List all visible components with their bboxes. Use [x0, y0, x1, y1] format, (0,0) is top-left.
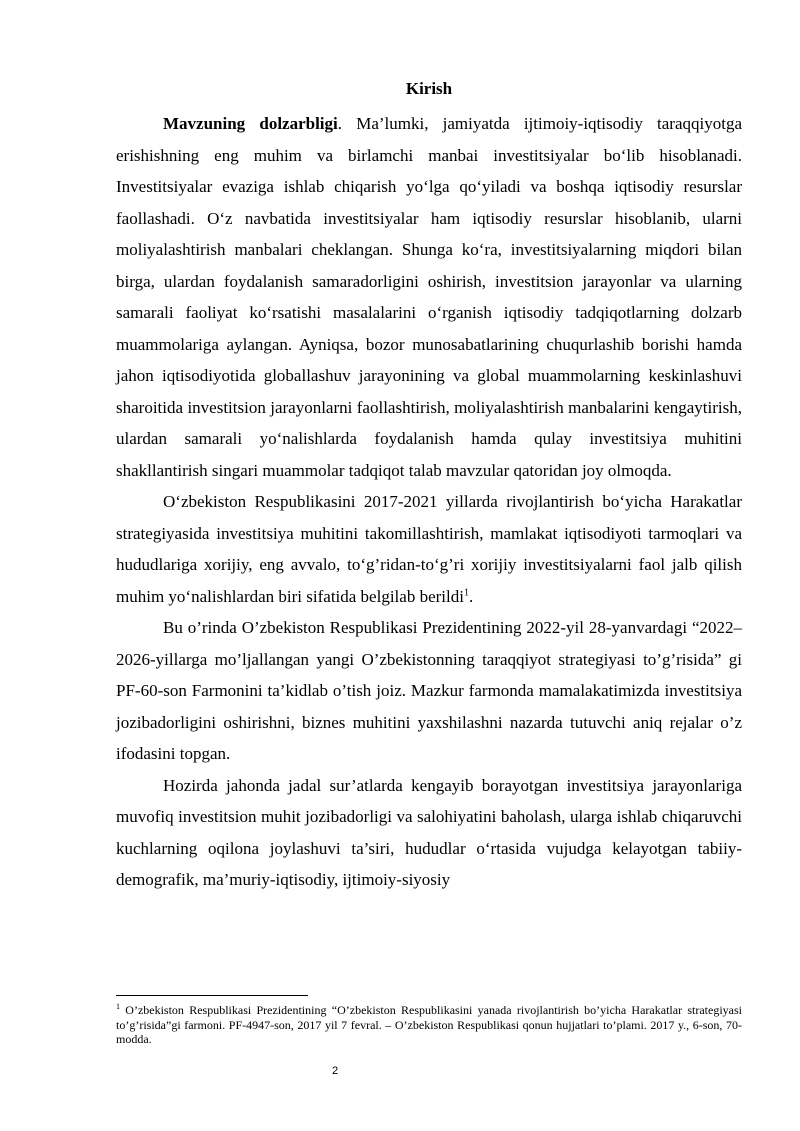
footnote-separator [116, 995, 308, 996]
paragraph-text-end: . [468, 586, 474, 606]
footnote [116, 1003, 742, 1047]
paragraph-lead: Mavzuning dolzarbligi [163, 114, 338, 133]
paragraph-decree [116, 612, 742, 770]
page-number: 2 [331, 1065, 339, 1077]
footnote-text: O’zbekiston Respublikasi Prezidentining “O’zbekiston Respublikasini yanada rivojlantirish bo’yicha Harakatlar strategiyasi to’g’risida”gi farmoni. PF-4947-son, 2017 yil 7 fevral. – O’zbekiston Respublikasi qonun hujjatlari to’plami. 2017 y., 6-son, 70-modda. [116, 1003, 742, 1046]
section-heading: Kirish [405, 79, 453, 98]
paragraph-strategy [116, 486, 742, 612]
footnote-mark: 1 [116, 1002, 120, 1011]
paragraph-current [116, 770, 742, 896]
paragraph-text: O‘zbekiston Respublikasini 2017-2021 yillarda rivojlantirish bo‘yicha Harakatlar strategiyasida investitsiya muhitini takomillashtirish, mamlakat iqtisodiyoti tarmoqlari va hududlariga xorijiy, eng avvalo, to‘g’ridan-to‘g’ri xorijiy investitsiyalarni faol jalb qilish muhim yo‘nalishlardan biri sifatida belgilab berildi [116, 492, 742, 606]
paragraph-relevance [116, 108, 742, 486]
paragraph-text: Bu o’rinda O’zbekiston Respublikasi Prezidentining 2022-yil 28-yanvardagi “2022–2026-yillarga mo’ljallangan yangi O’zbekistonning taraqqiyot strategiyasi to’g’risida” gi PF-60-son Farmonini ta’kidlab o’tish joiz. Mazkur farmonda mamalakatimizda investitsiya jozibadorligini oshirishni, biznes muhitini yaxshilashni nazarda tutuvchi aniq rejalar o’z ifodasini topgan. [116, 618, 742, 763]
footnote-reference[interactable]: 1 [463, 586, 469, 598]
paragraph-text: Hozirda jahonda jadal sur’atlarda kengayib borayotgan investitsiya jarayonlariga muvofiq investitsion muhit jozibadorligi va salohiyatini baholash, ularga ishlab chiqaruvchi kuchlarning oqilona joylashuvi ta’siri, hududlar o‘rtasida vujudga kelayotgan tabiiy-demografik, ma’muriy-iqtisodiy, ijtimoiy-siyosiy [116, 775, 742, 889]
document-body [116, 78, 742, 896]
paragraph-text: . Ma’lumki, jamiyatda ijtimoiy-iqtisodiy taraqqiyotga erishishning eng muhim va birlamchi manbai investitsiyalar bo‘lib hisoblanadi. Investitsiyalar evaziga ishlab chiqarish yo‘lga qo‘yiladi va boshqa iqtisodiy resurslar faollashadi. O‘z navbatida investitsiyalar ham iqtisodiy resurslar hisoblanib, ularni moliyalashtirish manbalari cheklangan. Shunga ko‘ra, investitsiyalarning miqdori bilan birga, ulardan foydalanish samaradorligini oshirish, investitsion jarayonlar va ularning samarali faoliyat ko‘rsatishi masalalarini o‘rganish iqtisodiy tadqiqotlarning dolzarb muammolariga aylangan. Ayniqsa, bozor munosabatlarining chuqurlashib borishi hamda jahon iqtisodiyotida globallashuv jarayonining va global muammolarning keskinlashuvi sharoitida investitsion jarayonlarni faollashtirish, moliyalashtirish manbalarini kengaytirish, ulardan samarali yo‘nalishlarda foydalanish hamda qulay investitsiya muhitini shakllantirish singari muammolar tadqiqot talab mavzular qatoridan joy olmoqda. [116, 114, 742, 480]
